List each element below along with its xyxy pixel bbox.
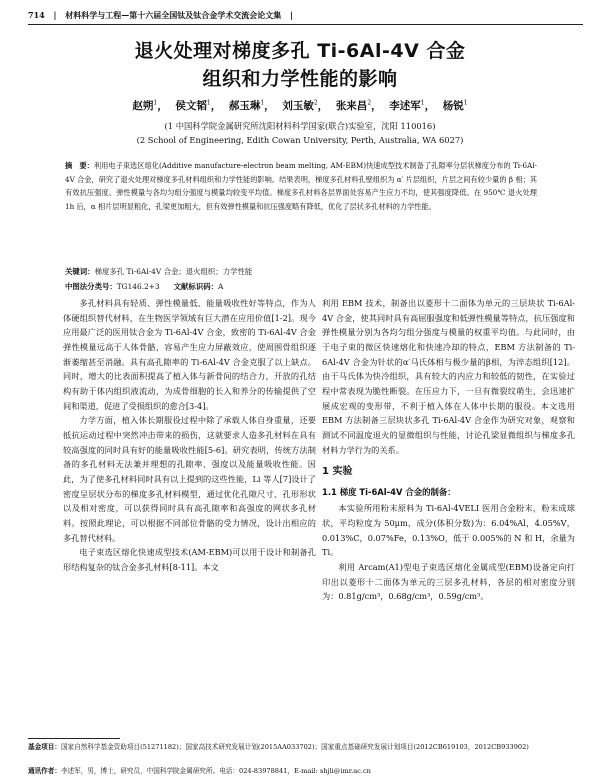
subsection-heading: 1.1 梯度 Ti-6Al-4V 合金的制备： [322,487,456,498]
author: 李述军$^1$， [389,99,436,112]
doc-code-value: A [218,282,224,291]
doc-code-label: 文献标识码： [173,282,218,291]
journal-name: 材料科学与工程—第十六届全国钛及钛合金学术交流会论文集 [65,10,282,20]
funding-text: 国家自然科学基金资助项目(51271182)；国家高技术研究发展计划(2015AA033702)；国家重点基础研究发展计划项目(2012CB619103，2012CB933902) [60,743,529,751]
author: 郝玉琳$^1$， [228,99,275,112]
author: 刘玉敏$^2$， [282,99,329,112]
body-paragraph: 利用 Arcam(A1)型电子束选区熔化金属成型(EBM)设备定向打印出以菱形十二面体为单元的三层多孔材料，各层的相对密度分别为：0.81g/cm³，0.68g/cm³，0.59g/cm³。 [322,561,575,602]
abstract-text: 利用电子束选区熔化(Additive manufacture-electron beam melting, AM-EBM)快速成型技术制备了孔隙率分层状梯度分布的 Ti-6Al-4V 合金，研究了退火处理对梯度多孔材料组织和力学性能的影响。结果表明，梯度多孔材料孔壁组织为 α′ 片层组织，片层之间有较少量的 β 相；其有效抗压强度、弹性模量与各均匀组分强度与模量均较变平均值。梯度多孔材料各层界面处容易产生应力不均，使其强度降低。在 950℃ 退火处理 1h 后，α 相片层明显粗化，孔梁更加粗大，但有效弹性模量和抗压强度略有降低，优化了层状多孔材料的力学性能。 [65,161,537,211]
section-heading: 1 实验 [322,466,353,478]
clc-value: TG146.2+3 [116,282,160,291]
title-line-2: 组织和力学性能的影响 [202,68,398,90]
affiliation-2: (2 School of Engineering, Edith Cowan University, Perth, Australia, WA 6027) [136,135,464,145]
body-column-left [63,296,316,574]
body-paragraph: 多孔材料具有轻质、弹性模量低、能量吸收性好等特点，作为人体硬组织替代材料，在生物医学领域有巨大潜在应用价值[1-2]。现今应用最广泛的医用钛合金为 Ti-6Al-4V 合金，致密的 Ti-6Al-4V 合金弹性模量远高于人体骨骼，容易产生应力屏蔽效应，使周围骨组织逐渐萎缩甚至消融。具有高孔隙率的 Ti-6Al-4V 合金克服了以上缺点。同时，增大的比表面积提高了植入体与新骨间的结合力，开放的孔结构有助于体内组织液流动，为成骨细胞的长入和养分的传输提供了空间和渠道，促进了受损组织的愈合[3-4]。 [63,298,316,411]
keywords-label: 关键词： [65,267,95,276]
footnote-funding [28,742,588,752]
keywords-text: 梯度多孔 Ti-6Al-4V 合金；退火组织；力学性能 [94,267,253,276]
clc-label: 中图法分类号： [65,282,117,291]
body-paragraph: 本实验所用粉末原料为 Ti-6Al-4VELI 医用合金粉末，粉末成球状，平均粒度为 50μm，成分(体积分数)为：6.04%Al，4.05%V，0.013%C，0.07%Fe，0.13%O，低于 0.005%的 N 和 H，余量为 Ti。 [322,503,575,558]
author: 赵朔$^1$， [132,99,168,112]
header-rule [28,24,583,25]
body-column-right [322,296,575,604]
author: 侯文韬$^1$， [175,99,222,112]
body-paragraph: 利用 EBM 技术，制备出以菱形十二面体为单元的三层块状 Ti-6Al-4V 合金，使其同时具有高屈服强度和低弹性模量等特点，抗压强度和弹性模量分别为各均匀组分强度与模量的权重平均值。与此同时，由于电子束的微区快速熔化和快速冷却的特点，EBM 方法制备的 Ti-6Al-4V 合金为针状的α′马氏体相与极少量的β相，为淬态组织[12]。由于马氏体为快冷组织，具有较大的内应力和较低的韧性，在实验过程中常表现为脆性断裂。在压应力下，一旦有微裂纹萌生，会迅速扩展成宏观的变形带，不利于植入体在人体中长期的服役。本文选用 EBM 方法制备三层块状多孔 Ti-6Al-4V 合金作为研究对象，观察和测试不同温度退火的显微组织与性能，讨论孔梁显微组织与梯度多孔材料力学行为的关系。 [322,298,575,455]
corresponding-label: 通讯作者： [28,767,61,775]
footnote-rule [28,738,120,739]
footnote-author [28,766,588,776]
page-number: 714 [28,10,45,20]
funding-label: 基金项目： [28,743,61,751]
keywords [65,266,537,277]
affiliation-1: (1 中国科学院金属研究所沈阳材料科学国家(联合)实验室，沈阳 110016) [164,121,436,131]
body-paragraph: 力学方面，植入体长期服役过程中除了承载人体自身重量，还要抵抗运动过程中突然冲击带来的损伤，这就要求人造多孔材料在具有较高强度的同时具有好的能量吸收性能[5-6]。研究表明，传统方法制备的多孔材料无法兼并理想的孔隙率、强度以及能量吸收性能。因此，为了使多孔材料同时具有以上提到的这些性能，Li 等人[7]设计了密度呈层状分布的梯度多孔材料模型，通过优化孔隙尺寸、孔形形状以及相对密度，可以获得同时具有高孔隙率和高强度的网状多孔材料。按照此理论，可以根据不同部位骨骼的受力情况，设计出相应的多孔替代材料。 [63,415,316,543]
author-list [0,98,600,113]
title-line-1: 退火处理对梯度多孔 Ti-6Al-4V 合金 [134,40,466,62]
author: 杨锐$^1$ [442,99,468,112]
author: 张来昌$^2$， [335,99,382,112]
classification [65,281,537,292]
running-head-separator: | [53,10,57,20]
running-head [28,10,580,21]
abstract [65,159,537,213]
running-head-separator-end: | [290,10,293,20]
body-paragraph: 电子束选区熔化快速成型技术(AM-EBM)可以用于设计和制备孔形结构复杂的钛合金多孔材料[8-11]。本文 [63,547,316,572]
corresponding-text: 李述军，男，博士，研究员，中国科学院金属研究所。电话：024-83978841，E-mail: shjli@imr.ac.cn [60,767,371,775]
abstract-label: 摘 要： [65,161,94,170]
